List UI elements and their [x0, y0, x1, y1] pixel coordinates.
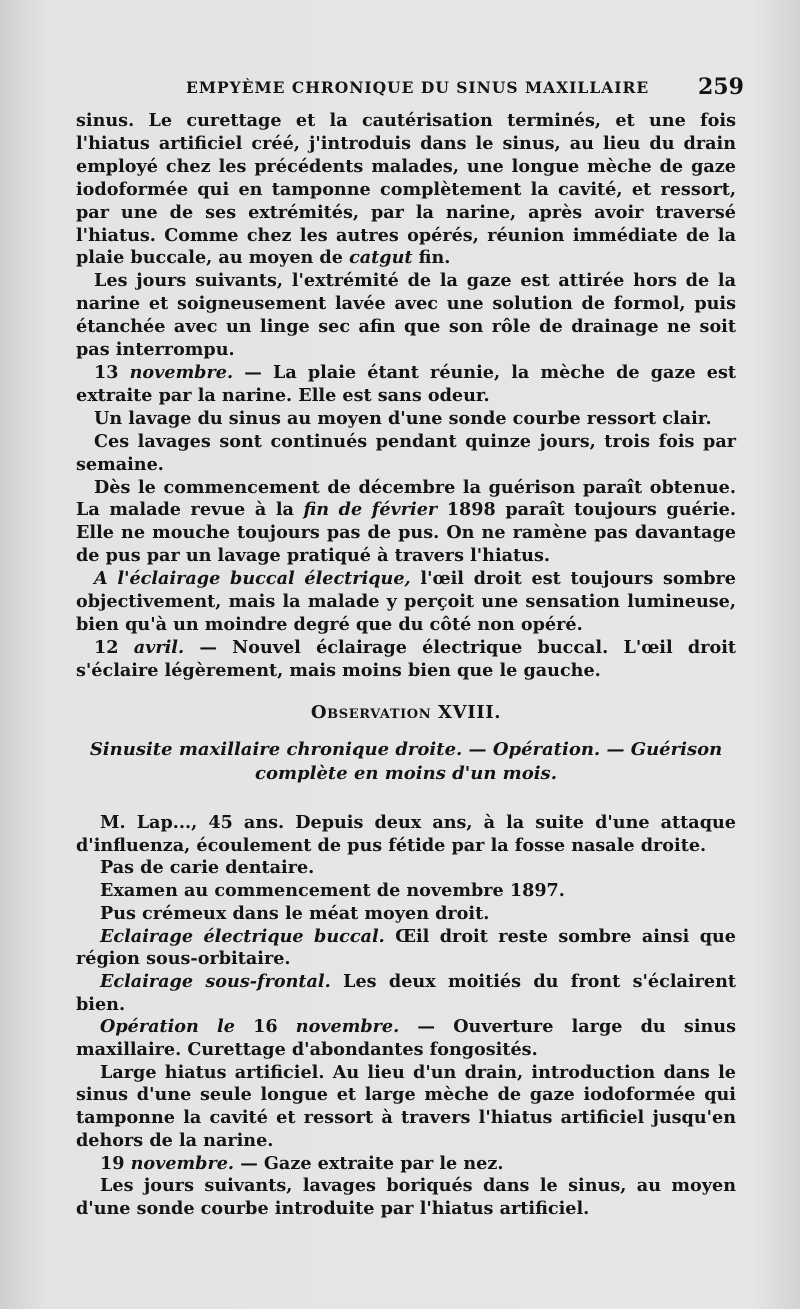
paragraph: Pas de carie dentaire. [100, 857, 315, 879]
paragraph: Un lavage du sinus au moyen d'une sonde courbe ressort clair. [94, 407, 712, 429]
paragraph: Opération le 16 novembre. — Ouverture large du sinus maxillaire. Curettage d'abondantes fongosités. [76, 1016, 736, 1061]
continued-text [76, 110, 736, 683]
paragraph: Dès le commencement de décembre la guérison paraît obtenue. La malade revue à la fin de février 1898 paraît toujours guérie. Elle ne mouche toujours pas de pus. On ne ramène pas davantage de pus par un lavage pratiqué à travers l'hiatus. [76, 476, 736, 567]
observation-title: Observation XVIII. [310, 702, 502, 723]
paragraph: Eclairage électrique buccal. Œil droit reste sombre ainsi que région sous-orbitaire. [76, 925, 736, 970]
paragraph: 13 novembre. — La plaie étant réunie, la mèche de gaze est extraite par la narine. Elle est sans odeur. [76, 361, 736, 406]
paragraph: 19 novembre. — Gaze extraite par le nez. [100, 1152, 504, 1174]
paragraph: Les jours suivants, l'extrémité de la gaze est attirée hors de la narine et soigneusement lavée avec une solution de formol, puis étanchée avec un linge sec afin que son rôle de drainage ne soit pas interrompu. [76, 270, 736, 361]
page-number: 259 [698, 74, 744, 100]
paragraph: Large hiatus artificiel. Au lieu d'un drain, introduction dans le sinus d'une seule longue et large mèche de gaze iodoformée qui tamponne la cavité et ressort à travers l'hiatus artificiel jusqu'en dehors de la narine. [76, 1061, 736, 1151]
paragraph: Pus crémeux dans le méat moyen droit. [100, 902, 490, 924]
paragraph: Ces lavages sont continués pendant quinze jours, trois fois par semaine. [76, 430, 736, 475]
observation-subtitle: Sinusite maxillaire chronique droite. — Opération. — Guérison complète en moins d'un mois. [89, 739, 723, 784]
paragraph: Examen au commencement de novembre 1897. [100, 880, 565, 902]
paragraph: Eclairage sous-frontal. Les deux moitiés du front s'éclairent bien. [76, 970, 736, 1015]
paragraph: 12 avril. — Nouvel éclairage électrique buccal. L'œil droit s'éclaire légèrement, mais moins bien que le gauche. [76, 636, 737, 681]
page-header [0, 74, 800, 104]
paragraph: sinus. Le curettage et la cautérisation terminés, et une fois l'hiatus artificiel créé, j'introduis dans le sinus, au lieu du drain employé chez les précédents malades, une longue mèche de gaze iodoformée qui en tamponne complètement la cavité, et ressort, par une de ses extrémités, par la narine, après avoir traversé l'hiatus. Comme chez les autres opérés, réunion immédiate de la plaie buccale, au moyen de catgut fin. [76, 110, 736, 269]
running-head: EMPYÈME CHRONIQUE DU SINUS MAXILLAIRE [186, 78, 650, 97]
paragraph: Les jours suivants, lavages boriqués dans le sinus, au moyen d'une sonde courbe introduite par l'hiatus artificiel. [76, 1175, 736, 1219]
observation-text [76, 812, 736, 1221]
paragraph: M. Lap..., 45 ans. Depuis deux ans, à la suite d'une attaque d'influenza, écoulement de pus fétide par la fosse nasale droite. [76, 812, 736, 856]
paragraph: A l'éclairage buccal électrique, l'œil droit est toujours sombre objectivement, mais la malade y perçoit une sensation lumineuse, bien qu'à un moindre degré que du côté non opéré. [76, 568, 736, 635]
